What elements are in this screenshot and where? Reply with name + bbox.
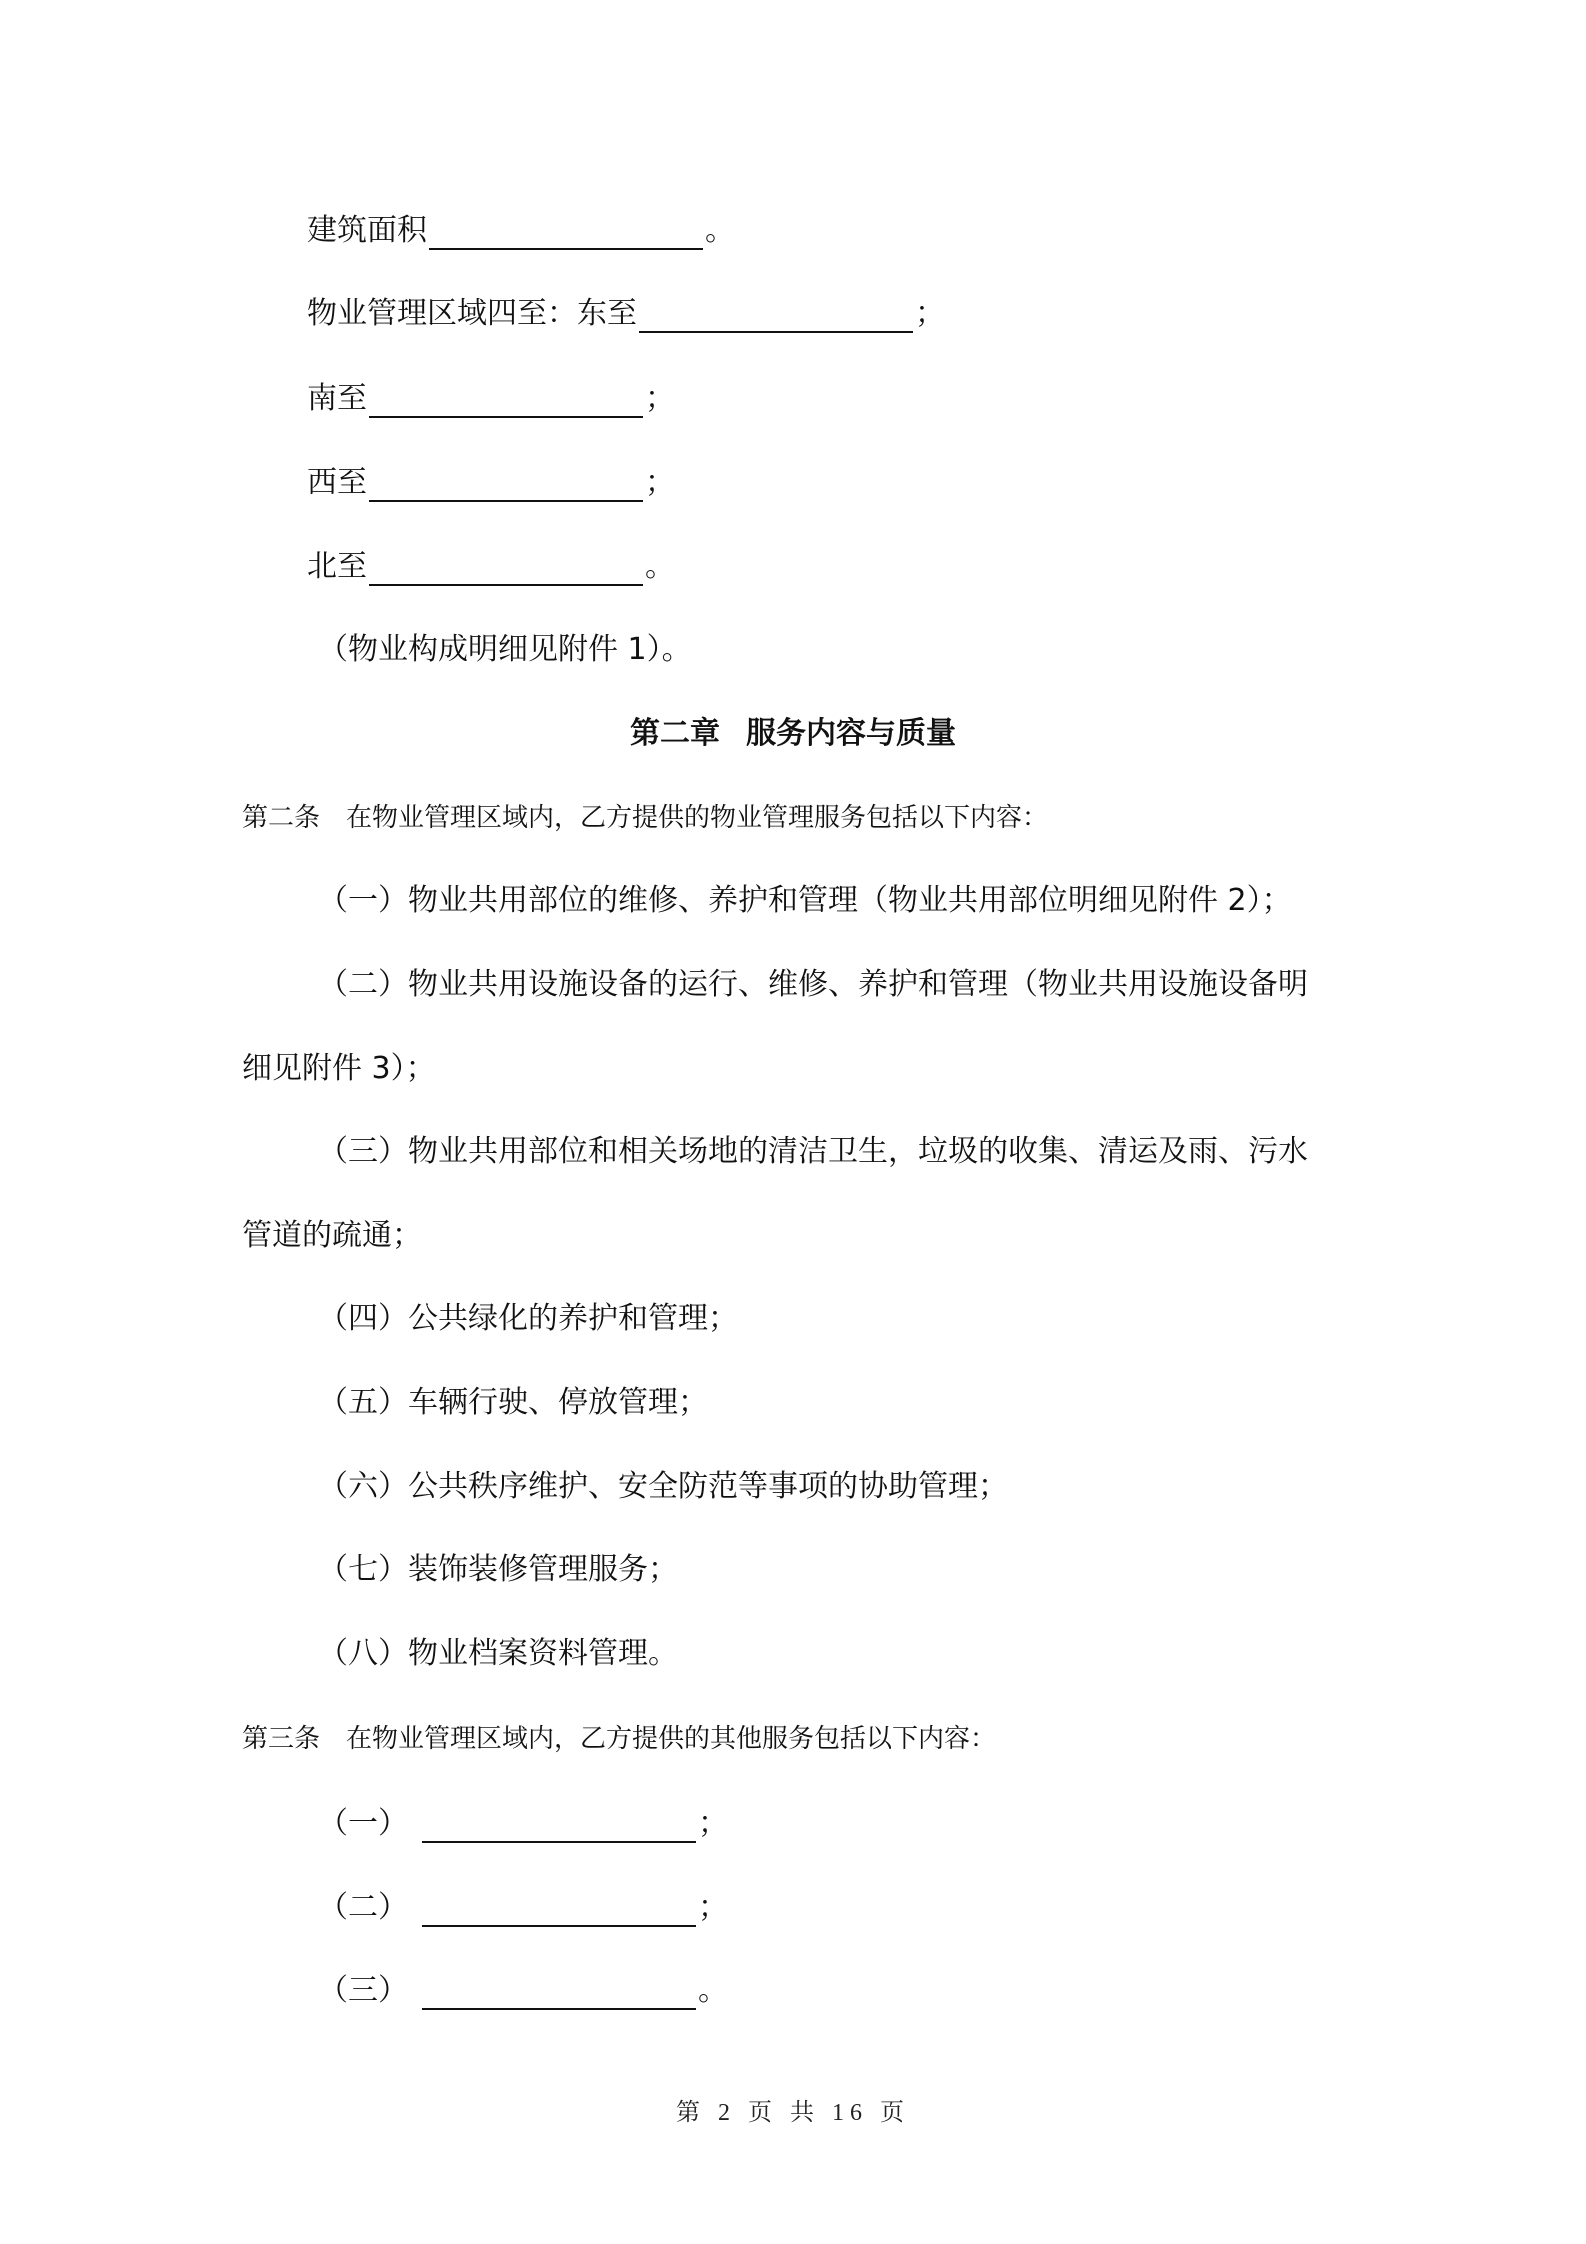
- blank-field[interactable]: [369, 382, 643, 418]
- label: 北至: [307, 549, 367, 584]
- punct: ；: [698, 1806, 728, 1841]
- punct: 。: [645, 549, 675, 584]
- chapter-number: 第二章: [630, 716, 720, 751]
- boundary-east-line: [307, 272, 945, 356]
- page-footer: 第 2 页 共 16 页: [676, 2100, 910, 2126]
- punct: ；: [915, 296, 945, 331]
- article-3-heading: [242, 1697, 996, 1781]
- article-2-heading: [242, 776, 1048, 860]
- item-number: （三）: [318, 1973, 408, 2008]
- blank-field[interactable]: [429, 214, 703, 250]
- list-item: （四）公共绿化的养护和管理；: [318, 1301, 738, 1336]
- list-item-continued: 管道的疏通；: [242, 1218, 422, 1253]
- article-label: 第二条: [242, 803, 321, 833]
- boundary-north-line: [307, 525, 675, 609]
- chapter-name: 服务内容与质量: [746, 716, 956, 751]
- label: 西至: [307, 465, 367, 500]
- label: 物业管理区域四至：东至: [307, 296, 637, 331]
- blank-field[interactable]: [422, 1807, 696, 1843]
- article-text: 在物业管理区域内，乙方提供的物业管理服务包括以下内容：: [346, 803, 1049, 833]
- article-label: 第三条: [242, 1724, 321, 1754]
- list-item: （七）装饰装修管理服务；: [318, 1552, 678, 1587]
- list-item: （六）公共秩序维护、安全防范等事项的协助管理；: [318, 1469, 1008, 1504]
- blank-field[interactable]: [422, 1891, 696, 1927]
- item-number: （一）: [318, 1806, 408, 1841]
- list-item: （三）物业共用部位和相关场地的清洁卫生，垃圾的收集、清运及雨、污水: [318, 1134, 1308, 1169]
- boundary-west-line: [307, 441, 675, 525]
- other-service-item: [318, 1866, 728, 1950]
- other-service-item: [318, 1949, 728, 2033]
- building-area-line: [307, 189, 735, 273]
- chapter-title: [0, 692, 1586, 776]
- article-text: 在物业管理区域内，乙方提供的其他服务包括以下内容：: [346, 1724, 997, 1754]
- blank-field[interactable]: [639, 297, 913, 333]
- label: 建筑面积: [307, 213, 427, 248]
- list-item: （五）车辆行驶、停放管理；: [318, 1385, 708, 1420]
- list-item-continued: 细见附件 3）；: [242, 1051, 436, 1086]
- annex-note: （物业构成明细见附件 1）。: [318, 632, 692, 667]
- list-item: （八）物业档案资料管理。: [318, 1636, 678, 1671]
- punct: 。: [698, 1973, 728, 2008]
- blank-field[interactable]: [422, 1974, 696, 2010]
- blank-field[interactable]: [369, 466, 643, 502]
- label: 南至: [307, 381, 367, 416]
- punct: ；: [645, 465, 675, 500]
- list-item: （二）物业共用设施设备的运行、维修、养护和管理（物业共用设施设备明: [318, 967, 1308, 1002]
- item-number: （二）: [318, 1890, 408, 1925]
- punct: ；: [698, 1890, 728, 1925]
- punct: ；: [645, 381, 675, 416]
- punct: 。: [705, 213, 735, 248]
- blank-field[interactable]: [369, 550, 643, 586]
- list-item: （一）物业共用部位的维修、养护和管理（物业共用部位明细见附件 2）；: [318, 883, 1292, 918]
- boundary-south-line: [307, 357, 675, 441]
- other-service-item: [318, 1782, 728, 1866]
